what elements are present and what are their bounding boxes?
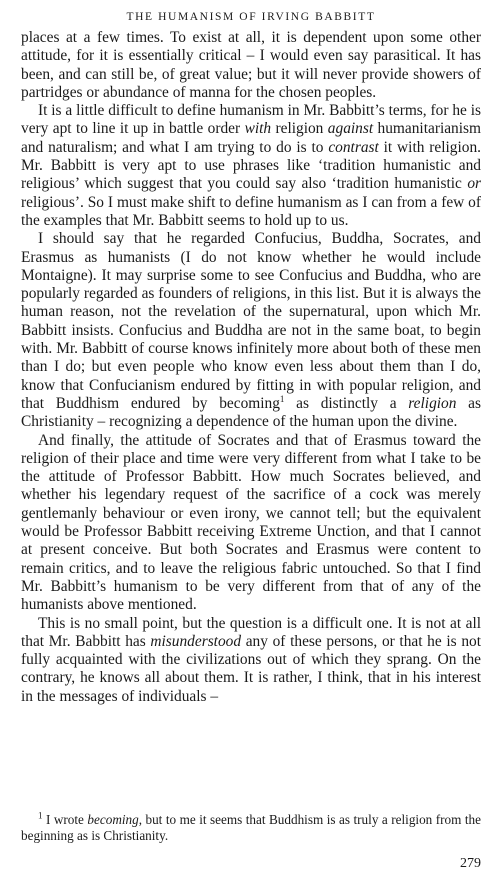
text-run: as distinctly a	[284, 394, 409, 412]
text-run: It is a little difficult to define humanism in Mr. Babbitt’s terms, for he is very apt to line it up in battle order	[21, 102, 481, 138]
body-text	[21, 29, 481, 706]
italic-text: or	[467, 175, 481, 193]
italic-text: against	[327, 120, 374, 138]
text-run: as Christianity – recognizing a dependence of the human upon the divine.	[21, 394, 481, 431]
italic-text: religion	[408, 394, 457, 412]
text-run: religious’. So I must make shift to define humanism as I can from a few of the examples that Mr. Babbitt seems to hold up to us.	[21, 193, 481, 229]
text-run: I wrote	[46, 812, 88, 827]
paragraph	[21, 102, 481, 230]
text-run: This is no small point, but the question is a difficult one. It is not at all that Mr. Babbitt has	[21, 614, 481, 650]
text-run: humanitarianism and naturalism; and what I am trying to do is to	[21, 120, 481, 156]
running-head: THE HUMANISM OF IRVING BABBITT	[126, 11, 376, 23]
text-run: it with religion. Mr. Babbitt is very apt to use phrases like ‘tradition humanistic and religious’ which suggest that you could say also ‘tradition humanistic	[21, 138, 481, 193]
italic-text: contrast	[328, 138, 379, 156]
text-run: I should say that he regarded Confucius, Buddha, Socrates, and Erasmus as humanists (I do not know whether he would include Montaigne). It may surprise some to see Confucius and Buddha, who are popularly regarded as founders of religions, in this list. But it is always the human reason, not the revelation of the supernatural, upon which Mr. Babbitt insists. Confucius and Buddha are not in the same boat, to begin with. Mr. Babbitt of course knows infinitely more about both of these men than I do; but even people who know even less about them than I do, know that Confucianism endured by fitting in with popular religion, and that Buddhism endured by becoming	[21, 230, 481, 412]
text-run: any of these persons, or that he is not fully acquainted with the civilizations out of which they sprang. On the contrary, he knows all about them. It is rather, I think, that in his interest in the messages of individuals –	[21, 632, 481, 705]
paragraph	[21, 29, 481, 102]
italic-text: misunderstood	[150, 632, 242, 650]
footnote	[21, 812, 481, 844]
text-run: places at a few times. To exist at all, it is dependent upon some other attitude, for it is essentially critical – I would even say parasitical. It has been, and can still be, of great value; but it will never provide showers of partridges or abundance of manna for the chosen peoples.	[21, 29, 481, 101]
text-run: And finally, the attitude of Socrates and that of Erasmus toward the religion of their place and time were very different from what I take to be the attitude of Professor Babbitt. How much Socrates believed, and whether his legendary request of the sacrifice of a cock was merely gentlemanly behaviour or even irony, we cannot tell; but the equivalent would be Professor Babbitt receiving Extreme Unction, and that I cannot at present conceive. But both Socrates and Erasmus were content to remain critics, and to leave the religious fabric untouched. So that I find Mr. Babbitt’s humanism to be very different from that of any of the humanists above mentioned.	[21, 431, 481, 614]
paragraph	[21, 230, 481, 431]
footnote-marker: 1	[38, 810, 43, 821]
text-run: , but to me it seems that Buddhism is as truly a religion from the beginning as is Christianity.	[21, 812, 482, 843]
page-number: 279	[460, 856, 481, 871]
paragraph	[21, 432, 481, 615]
italic-text: with	[244, 120, 272, 138]
text-run: religion	[271, 120, 328, 138]
page	[21, 10, 481, 706]
paragraph	[21, 615, 481, 706]
italic-text: becoming	[87, 812, 139, 827]
footnote-reference: 1	[279, 393, 285, 404]
